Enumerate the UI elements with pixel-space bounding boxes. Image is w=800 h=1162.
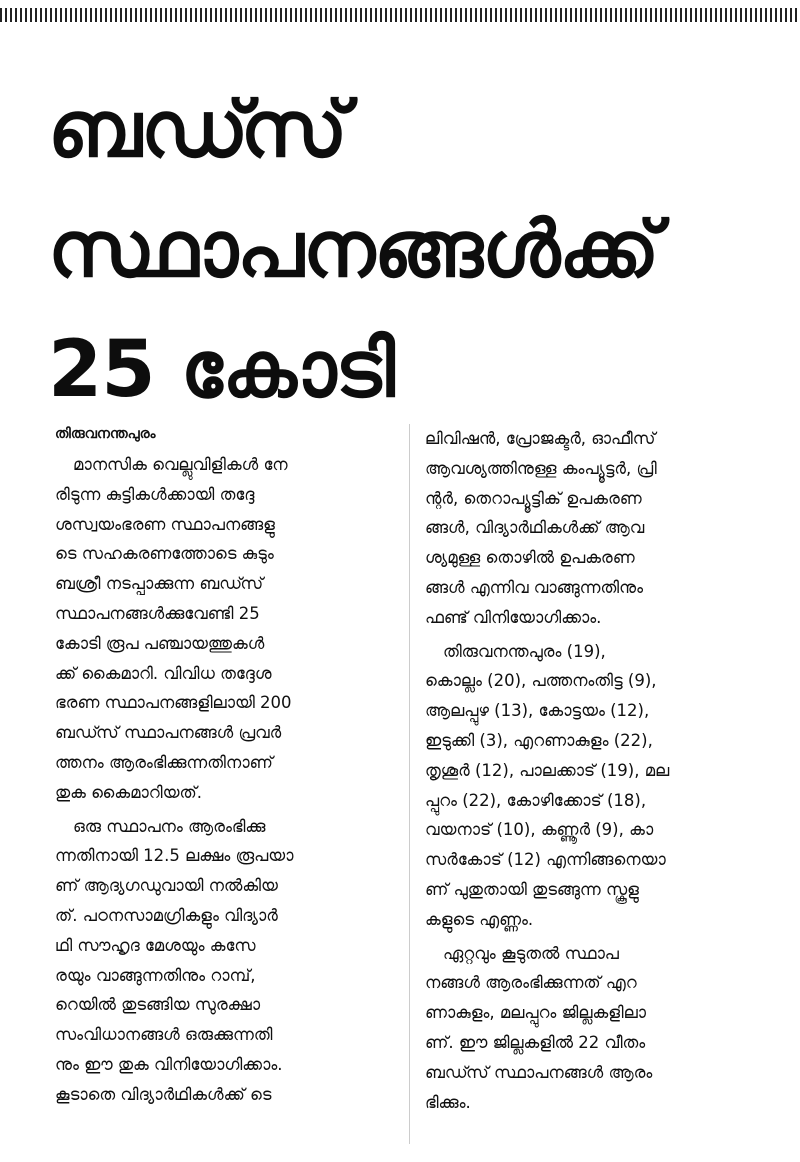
text-line: ണ് പുതുതായി തുടങ്ങുന്ന സ്കൂളു — [425, 879, 639, 899]
column-divider — [409, 424, 410, 1144]
text-line: ബഡ്സ് സ്ഥാപനങ്ങൾ ആരം — [425, 1062, 653, 1082]
text-line: സർകോട് (12) എന്നിങ്ങനെയാ — [425, 850, 666, 870]
text-line: ബശ്രീ നടപ്പാക്കുന്ന ബഡ്സ് — [55, 574, 264, 594]
text-line: ത്തനം ആരംഭിക്കുന്നതിനാണ് — [55, 752, 273, 772]
paragraph-3 — [425, 424, 765, 633]
text-line: ഫണ്ട് വിനിയോഗിക്കാം. — [425, 607, 602, 627]
headline-line-1: ബഡ്സ് — [48, 85, 347, 175]
dateline: തിരുവനന്തപുരം — [55, 426, 156, 442]
text-line: ഇടുക്കി (3), എറണാകുളം (22), — [425, 730, 653, 750]
top-rule — [0, 8, 800, 22]
text-line: ശ്യമുള്ള തൊഴിൽ ഉപകരണ — [425, 548, 635, 568]
text-line: തിരുവനന്തപുരം (19), — [443, 641, 606, 661]
text-line: ണ് ആദ്യഗഡുവായി നൽകിയ — [55, 876, 278, 896]
text-line: പ്പുറം (22), കോഴിക്കോട് (18), — [425, 790, 647, 810]
text-line: രയും വാങ്ങുന്നതിനും റാമ്പ്, — [55, 965, 256, 985]
paragraph-2 — [55, 812, 395, 1110]
text-line: ങ്ങൾ എന്നിവ വാങ്ങുന്നതിനും — [425, 577, 643, 597]
text-line: ക്ക് കൈമാറി. വിവിധ തദ്ദേശ — [55, 663, 272, 683]
text-line: ഭരണ സ്ഥാപനങ്ങളിലായി 200 — [55, 693, 292, 713]
text-line: ബഡ്സ് സ്ഥാപനങ്ങൾ പ്രവർ — [55, 723, 282, 743]
paragraph-1 — [55, 450, 395, 808]
text-line: നും ഈ തുക വിനിയോഗിക്കാം. — [55, 1054, 283, 1074]
text-line: ലിവിഷൻ, പ്രോജക്ടർ, ഓഫീസ് — [425, 429, 656, 448]
text-line: മാനസിക വെല്ലുവിളികൾ നേ — [73, 455, 288, 474]
text-line: രിടുന്ന കുട്ടികൾക്കായി തദ്ദേ — [55, 484, 255, 504]
text-line: കൂടാതെ വിദ്യാർഥികൾക്ക് ടെ — [55, 1084, 272, 1104]
text-line: ശസ്വയംഭരണ സ്ഥാപനങ്ങളു — [55, 514, 275, 534]
text-line: കൊല്ലം (20), പത്തനംതിട്ട (9), — [425, 671, 657, 691]
text-line: തുക കൈമാറിയത്. — [55, 782, 202, 802]
text-line: ന്നതിനായി 12.5 ലക്ഷം രൂപയാ — [55, 846, 294, 866]
text-line: ആലപ്പുഴ (13), കോട്ടയം (12), — [425, 701, 650, 721]
text-line: റെയിൽ തുടങ്ങിയ സുരക്ഷാ — [55, 995, 261, 1015]
text-line: സ്ഥാപനങ്ങൾക്കുവേണ്ടി 25 — [55, 603, 260, 623]
text-line: ഥി സൗഹൃദ മേശയും കസേ — [55, 935, 256, 955]
text-line: കോടി രൂപ പഞ്ചായത്തുകൾ — [55, 633, 265, 653]
headline-line-3: 25 കോടി — [48, 325, 395, 415]
text-line: ന്റർ, തെറാപ്യൂട്ടിക് ഉപകരണ — [425, 488, 642, 508]
headline-line-2: സ്ഥാപനങ്ങൾക്ക് — [48, 205, 659, 295]
paragraph-5 — [425, 939, 765, 1118]
text-line: സംവിധാനങ്ങൾ ഒരുക്കുന്നതി — [55, 1025, 273, 1045]
paragraph-4 — [425, 637, 765, 935]
right-column — [425, 424, 765, 1121]
text-line: ത്. പഠനസാമഗ്രികളും വിദ്യാർ — [55, 905, 278, 925]
text-line: കളുടെ എണ്ണം. — [425, 909, 534, 929]
text-line: ണ്. ഈ ജില്ലകളിൽ 22 വീതം — [425, 1032, 646, 1052]
left-column — [55, 424, 395, 1114]
text-line: ആവശ്യത്തിനുള്ള കംപ്യൂട്ടർ, പ്രി — [425, 458, 657, 478]
text-line: ടെ സഹകരണത്തോടെ കുടും — [55, 544, 274, 564]
text-line: നങ്ങൾ ആരംഭിക്കുന്നത് എറ — [425, 973, 637, 993]
text-line: തൃശൂർ (12), പാലക്കാട് (19), മല — [425, 760, 670, 780]
text-line: ണാകുളം, മലപ്പുറം ജില്ലകളിലാ — [425, 1003, 647, 1023]
text-line: ഏറ്റവും കൂടുതൽ സ്ഥാപ — [443, 943, 619, 963]
text-line: ങ്ങൾ, വിദ്യാർഥികൾക്ക് ആവ — [425, 518, 645, 538]
text-line: വയനാട് (10), കണ്ണൂർ (9), കാ — [425, 820, 654, 840]
headline — [48, 70, 768, 430]
text-line: ഒരു സ്ഥാപനം ആരംഭിക്കു — [73, 816, 266, 836]
text-line: ഭിക്കും. — [425, 1092, 471, 1112]
